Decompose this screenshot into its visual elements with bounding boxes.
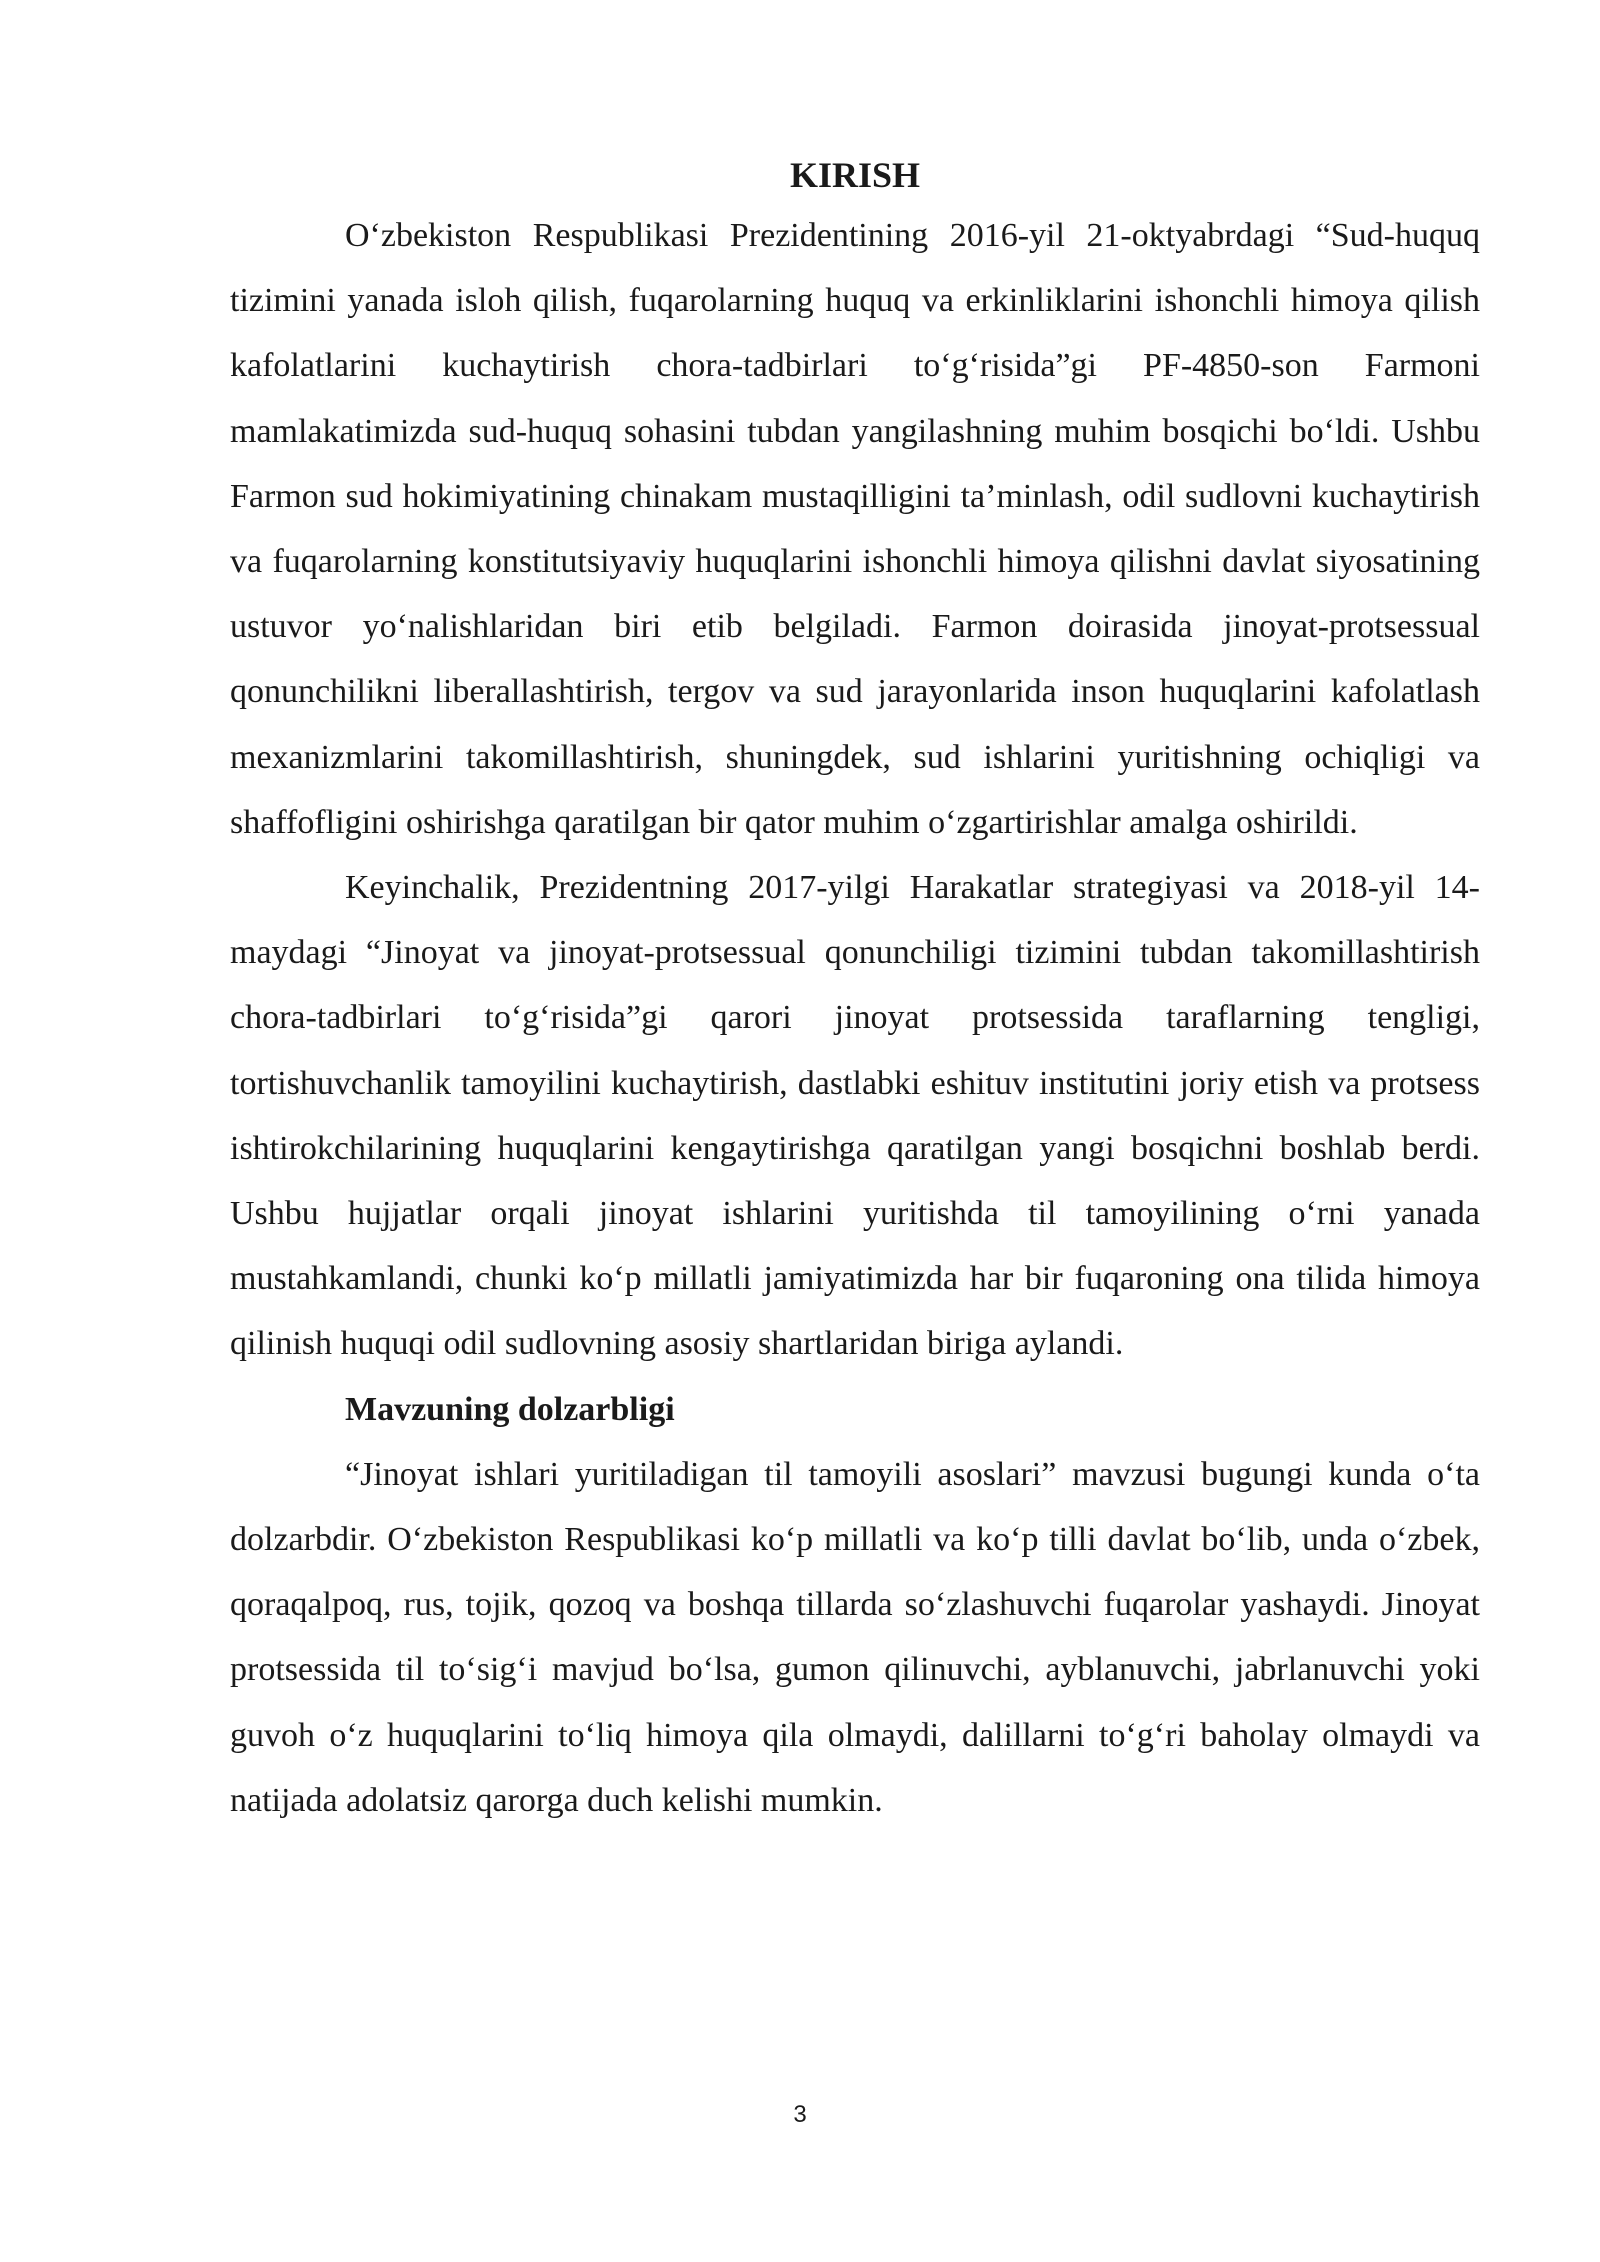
document-body <box>230 147 1480 1833</box>
paragraph-strategy: Keyinchalik, Prezidentning 2017-yilgi Harakatlar strategiyasi va 2018-yil 14-maydagi “Jinoyat va jinoyat-protsessual qonunchiligi tizimini tubdan takomillashtirish chora-tadbirlari to‘g‘risida”gi qarori jinoyat protsessida taraflarning tengligi, tortishuvchanlik tamoyilini kuchaytirish, dastlabki eshituv institutini joriy etish va protsess ishtirokchilarining huquqlarini kengaytirishga qaratilgan yangi bosqichni boshlab berdi. Ushbu hujjatlar orqali jinoyat ishlarini yuritishda til tamoyilining o‘rni yanada mustahkamlandi, chunki ko‘p millatli jamiyatimizda har bir fuqaroning ona tilida himoya qilinish huquqi odil sudlovning asosiy shartlaridan biriga aylandi. <box>230 869 1480 1363</box>
section-heading: Mavzuning dolzarbligi <box>345 1390 675 1428</box>
paragraph-intro: O‘zbekiston Respublikasi Prezidentining 2016-yil 21-oktyabrdagi “Sud-huquq tizimini yanada isloh qilish, fuqarolarning huquq va erkinliklarini ishonchli himoya qilish kafolatlarini kuchaytirish chora-tadbirlari to‘g‘risida”gi PF-4850-son Farmoni mamlakatimizda sud-huquq sohasini tubdan yangilashning muhim bosqichi bo‘ldi. Ushbu Farmon sud hokimiyatining chinakam mustaqilligini ta’minlash, odil sudlovni kuchaytirish va fuqarolarning konstitutsiyaviy huquqlarini ishonchli himoya qilishni davlat siyosatining ustuvor yo‘nalishlaridan biri etib belgiladi. Farmon doirasida jinoyat-protsessual qonunchilikni liberallashtirish, tergov va sud jarayonlarida inson huquqlarini kafolatlash mexanizmlarini takomillashtirish, shuningdek, sud ishlarini yuritishning ochiqligi va shaffofligini oshirishga qaratilgan bir qator muhim o‘zgartirishlar amalga oshirildi. <box>230 217 1480 841</box>
page-title: KIRISH <box>789 155 921 195</box>
page-number: 3 <box>793 2101 807 2128</box>
paragraph-relevance: “Jinoyat ishlari yuritiladigan til tamoyili asoslari” mavzusi bugungi kunda o‘ta dolzarbdir. O‘zbekiston Respublikasi ko‘p millatli va ko‘p tilli davlat bo‘lib, unda o‘zbek, qoraqalpoq, rus, tojik, qozoq va boshqa tillarda so‘zlashuvchi fuqarolar yashaydi. Jinoyat protsessida til to‘sig‘i mavjud bo‘lsa, gumon qilinuvchi, ayblanuvchi, jabrlanuvchi yoki guvoh o‘z huquqlarini to‘liq himoya qila olmaydi, dalillarni to‘g‘ri baholay olmaydi va natijada adolatsiz qarorga duch kelishi mumkin. <box>230 1455 1480 1819</box>
